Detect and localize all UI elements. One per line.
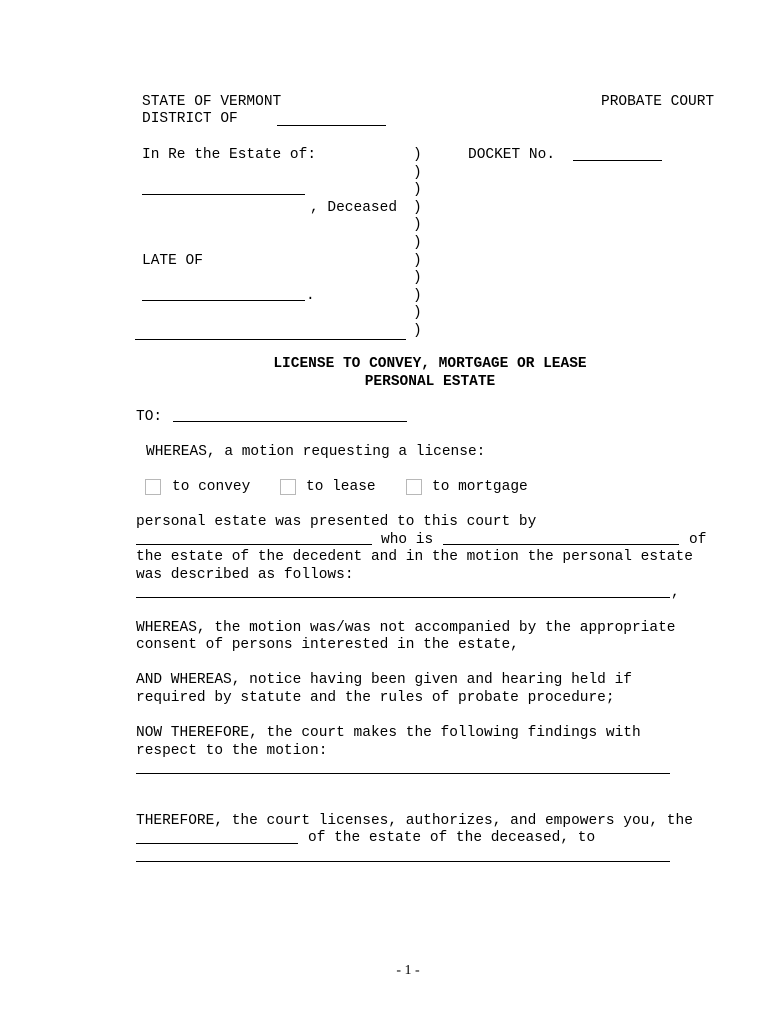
caption-paren: ) (413, 305, 422, 321)
findings-line2: respect to the motion: (136, 743, 328, 759)
to-label: TO: (136, 409, 163, 425)
whereas-consent-line2: consent of persons interested in the estate, (136, 637, 519, 653)
therefore-line2: of the estate of the deceased, to (308, 830, 596, 846)
caption-paren: ) (413, 200, 422, 216)
state-heading: STATE OF VERMONT (142, 94, 282, 110)
who-is-label: who is (381, 532, 434, 548)
caption-paren: ) (413, 147, 422, 163)
therefore-line1: THEREFORE, the court licenses, authorizes, and empowers you, the (136, 813, 693, 829)
description-comma: , (671, 585, 680, 601)
whereas-consent-line1: WHEREAS, the motion was/was not accompanied by the appropriate (136, 620, 676, 636)
fiduciary-blank[interactable] (136, 843, 298, 844)
court-heading: PROBATE COURT (601, 94, 715, 110)
convey-checkbox[interactable] (145, 479, 161, 495)
caption-paren: ) (413, 288, 422, 304)
whereas-motion-text: WHEREAS, a motion requesting a license: (146, 444, 486, 460)
decedent-name-blank[interactable] (142, 194, 305, 195)
caption-paren: ) (413, 235, 422, 251)
capacity-blank[interactable] (443, 544, 679, 545)
caption-paren: ) (413, 270, 422, 286)
findings-line1: NOW THEREFORE, the court makes the following findings with (136, 725, 641, 741)
mortgage-label: to mortgage (432, 479, 528, 495)
estate-text: the estate of the decedent and in the motion the personal estate (136, 549, 693, 565)
whereas-notice-line2: required by statute and the rules of probate procedure; (136, 690, 615, 706)
in-re-label: In Re the Estate of: (142, 147, 317, 163)
caption-paren: ) (413, 182, 422, 198)
lease-checkbox[interactable] (280, 479, 296, 495)
caption-bottom-line (135, 339, 406, 340)
docket-label: DOCKET No. (468, 147, 556, 163)
document-title-line2: PERSONAL ESTATE (364, 374, 496, 390)
district-blank[interactable] (277, 125, 386, 126)
mortgage-checkbox[interactable] (406, 479, 422, 495)
whereas-notice-line1: AND WHEREAS, notice having been given and hearing held if (136, 672, 632, 688)
description-blank[interactable] (136, 597, 670, 598)
late-of-label: LATE OF (142, 253, 203, 269)
late-of-period: . (306, 288, 315, 304)
presenter-blank[interactable] (136, 544, 372, 545)
lease-label: to lease (306, 479, 376, 495)
to-blank[interactable] (173, 421, 407, 422)
presented-text: personal estate was presented to this court by (136, 514, 537, 530)
caption-paren: ) (413, 217, 422, 233)
described-text: was described as follows: (136, 567, 354, 583)
caption-paren: ) (413, 253, 422, 269)
authorization-blank[interactable] (136, 861, 670, 862)
findings-blank[interactable] (136, 773, 670, 774)
caption-paren: ) (413, 165, 422, 181)
page-number: - 1 - (396, 963, 420, 978)
late-of-blank[interactable] (142, 300, 305, 301)
docket-blank[interactable] (573, 160, 662, 161)
district-label: DISTRICT OF (142, 111, 238, 127)
caption-paren: ) (413, 323, 422, 339)
convey-label: to convey (172, 479, 251, 495)
deceased-label: , Deceased (310, 200, 398, 216)
of-label: of (689, 532, 707, 548)
document-title-line1: LICENSE TO CONVEY, MORTGAGE OR LEASE (273, 356, 587, 372)
